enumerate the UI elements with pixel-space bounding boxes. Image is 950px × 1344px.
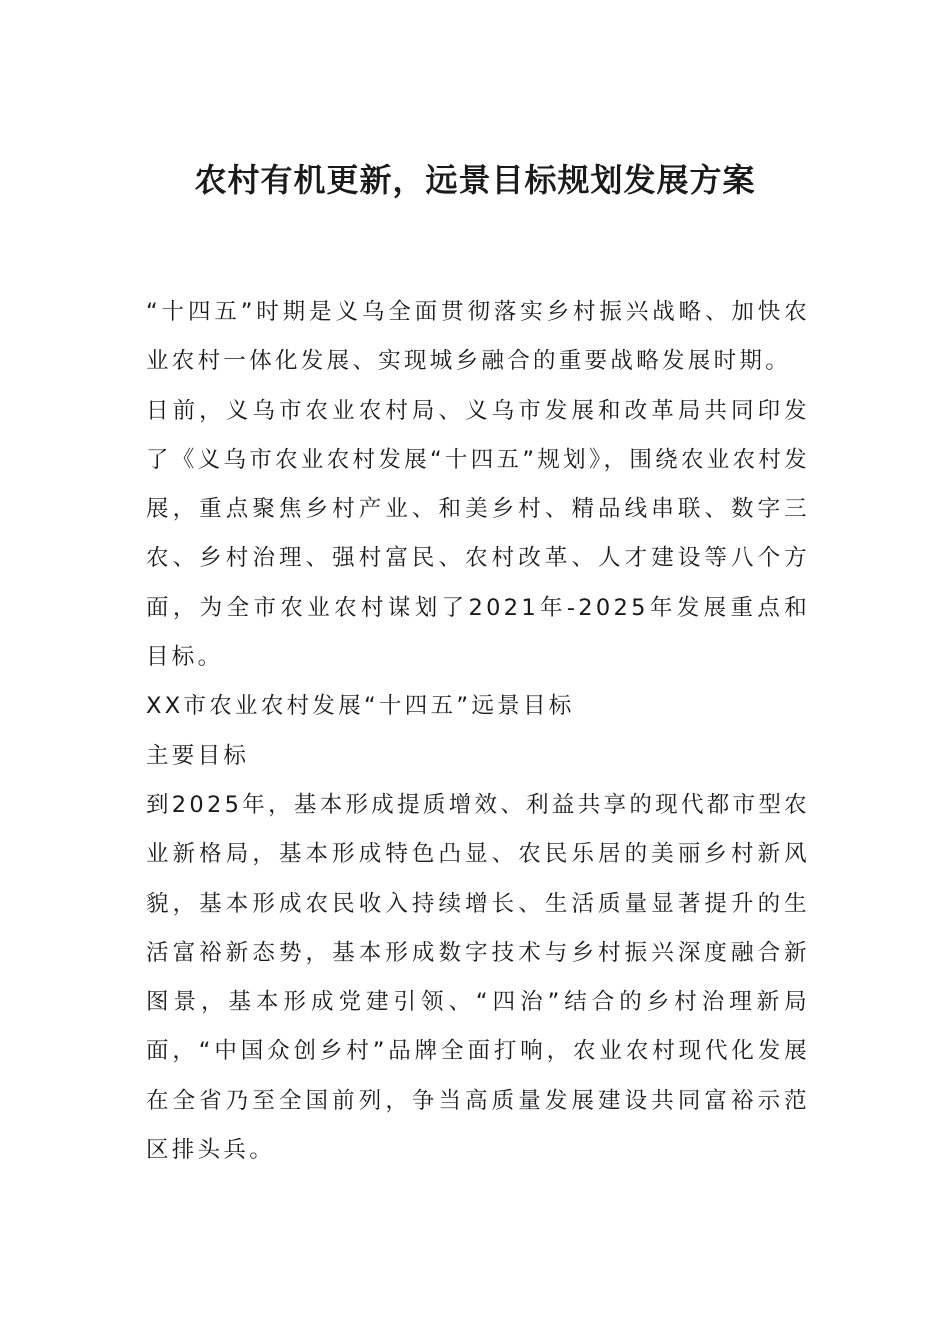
document-body — [146, 288, 810, 1175]
paragraph-goals-2025: 到2025年，基本形成提质增效、利益共享的现代都市型农业新格局，基本形成特色凸显、农民乐居的美丽乡村新风貌，基本形成农民收入持续增长、生活质量显著提升的生活富裕新态势，基本形成数字技术与乡村振兴深度融合新图景，基本形成党建引领、“四治”结合的乡村治理新局面，“中国众创乡村”品牌全面打响，农业农村现代化发展在全省乃至全国前列，争当高质量发展建设共同富裕示范区排头兵。 — [146, 791, 810, 1164]
document-title: 农村有机更新，远景目标规划发展方案 — [194, 161, 756, 199]
section-heading-main-goals: 主要目标 — [146, 742, 250, 769]
paragraph-intro: “十四五”时期是义乌全面贯彻落实乡村振兴战略、加快农业农村一体化发展、实现城乡融合的重要战略发展时期。 — [146, 299, 810, 375]
section-heading-vision: XX市农业农村发展“十四五”远景目标 — [146, 693, 575, 720]
paragraph-plan-release: 日前，义乌市农业农村局、义乌市发展和改革局共同印发了《义乌市农业农村发展“十四五”规划》，围绕农业农村发展，重点聚焦乡村产业、和美乡村、精品线串联、数字三农、乡村治理、强村富民、农村改革、人才建设等八个方面，为全市农业农村谋划了2021年-2025年发展重点和目标。 — [146, 397, 810, 671]
